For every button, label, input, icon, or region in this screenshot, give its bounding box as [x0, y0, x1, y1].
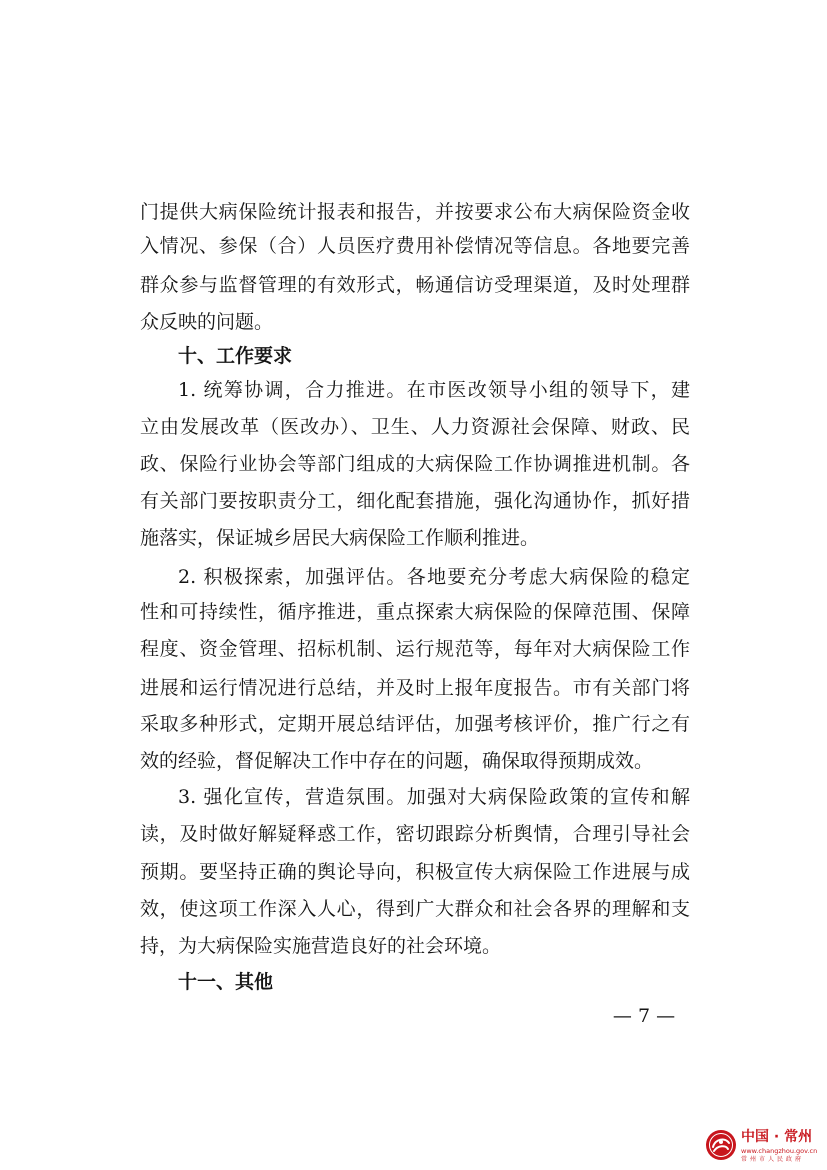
text-line: 进展和运行情况进行总结，并及时上报年度报告。市有关部门将	[140, 677, 690, 699]
section-heading-11: 十一、其他	[178, 971, 274, 993]
text-line: 性和可持续性，循序推进，重点探索大病保险的保障范围、保障	[140, 601, 690, 623]
text-line: 程度、资金管理、招标机制、运行规范等，每年对大病保险工作	[140, 638, 690, 660]
watermark-org: 常州市人民政府	[741, 1156, 805, 1163]
watermark-title: 中国 · 常州	[741, 1129, 813, 1145]
text-line: 政、保险行业协会等部门组成的大病保险工作协调推进机制。各	[140, 453, 690, 475]
page-number: — 7 —	[612, 1005, 676, 1027]
text-line: 1. 统筹协调，合力推进。在市医改领导小组的领导下，建	[178, 379, 690, 401]
text-line: 施落实，保证城乡居民大病保险工作顺利推进。	[140, 527, 540, 549]
text-line: 入情况、参保（合）人员医疗费用补偿情况等信息。各地要完善	[140, 235, 690, 257]
text-line: 立由发展改革（医改办）、卫生、人力资源社会保障、财政、民	[140, 416, 690, 438]
text-line: 预期。要坚持正确的舆论导向，积极宣传大病保险工作进展与成	[140, 861, 690, 883]
text-line: 有关部门要按职责分工，细化配套措施，强化沟通协作，抓好措	[140, 490, 690, 512]
text-line: 读，及时做好解疑释惑工作，密切跟踪分析舆情，合理引导社会	[140, 823, 690, 845]
text-line: 群众参与监督管理的有效形式，畅通信访受理渠道，及时处理群	[140, 274, 690, 296]
text-line: 持，为大病保险实施营造良好的社会环境。	[140, 935, 502, 957]
text-line: 门提供大病保险统计报表和报告，并按要求公布大病保险资金收	[140, 201, 690, 223]
section-heading-10: 十、工作要求	[178, 345, 293, 367]
text-line: 效，使这项工作深入人心，得到广大群众和社会各界的理解和支	[140, 898, 690, 920]
changzhou-gov-watermark	[703, 1124, 823, 1168]
changzhou-emblem-icon	[705, 1129, 737, 1161]
watermark-url: www.changzhou.gov.cn	[741, 1147, 818, 1155]
text-line: 采取多种形式，定期开展总结评估，加强考核评价，推广行之有	[140, 713, 690, 735]
text-line: 2. 积极探索，加强评估。各地要充分考虑大病保险的稳定	[178, 566, 690, 588]
text-line: 3. 强化宣传，营造氛围。加强对大病保险政策的宣传和解	[178, 786, 690, 808]
text-line: 众反映的问题。	[140, 311, 274, 333]
text-line: 效的经验，督促解决工作中存在的问题，确保取得预期成效。	[140, 750, 654, 772]
